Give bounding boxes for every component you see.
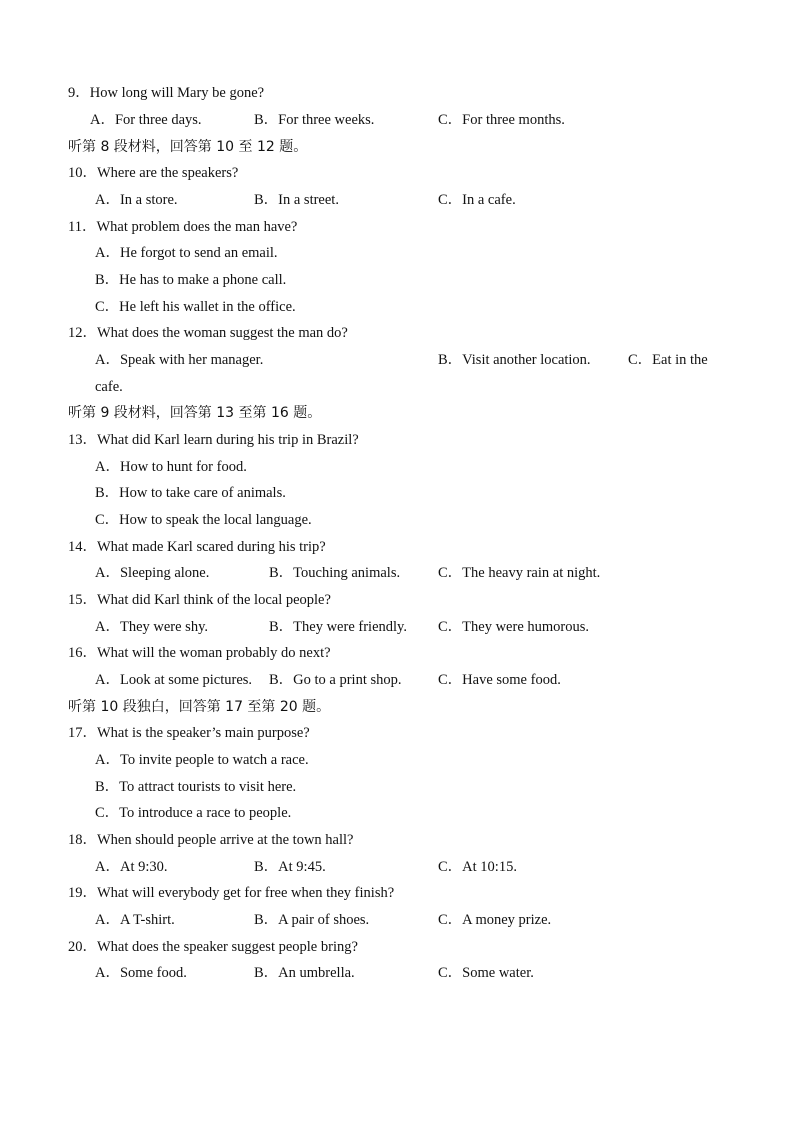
question-15-option-c: C．They were humorous. [438, 619, 590, 635]
question-12-option-a: A．Speak with her manager. [95, 352, 264, 368]
question-17-option-a: A．To invite people to watch a race. [95, 752, 309, 768]
question-16-option-a: A．Look at some pictures. [95, 672, 253, 688]
question-20-stem: 20．What does the speaker suggest people bring? [68, 939, 358, 955]
question-15-option-a: A．They were shy. [95, 619, 209, 635]
question-20-option-b: B．An umbrella. [254, 965, 355, 981]
question-17-option-b: B．To attract tourists to visit here. [95, 779, 297, 795]
question-11-option-c: C．He left his wallet in the office. [95, 299, 296, 315]
question-20-option-a: A．Some food. [95, 965, 187, 981]
question-20-option-c: C．Some water. [438, 965, 534, 981]
question-16-stem: 16．What will the woman probably do next? [68, 645, 331, 661]
question-14-option-c: C．The heavy rain at night. [438, 565, 601, 581]
section-heading-8: 听第 8 段材料，回答第 10 至 12 题。 [68, 139, 308, 155]
question-19-stem: 19．What will everybody get for free when they finish? [68, 885, 395, 901]
question-10-option-b: B．In a street. [254, 192, 339, 208]
question-13-option-a: A．How to hunt for food. [95, 459, 247, 475]
question-9-option-c: C．For three months. [438, 112, 565, 128]
question-19-option-a: A．A T-shirt. [95, 912, 175, 928]
question-10-option-c: C．In a cafe. [438, 192, 516, 208]
question-16-option-b: B．Go to a print shop. [269, 672, 402, 688]
question-11-stem: 11．What problem does the man have? [68, 219, 298, 235]
question-9-option-a: A．For three days. [90, 112, 202, 128]
question-13-option-b: B．How to take care of animals. [95, 485, 286, 501]
question-19-option-c: C．A money prize. [438, 912, 552, 928]
question-18-option-b: B．At 9:45. [254, 859, 326, 875]
question-16-option-c: C．Have some food. [438, 672, 561, 688]
question-18-stem: 18．When should people arrive at the town hall? [68, 832, 354, 848]
section-heading-9: 听第 9 段材料，回答第 13 至第 16 题。 [68, 405, 322, 421]
question-13-option-c: C．How to speak the local language. [95, 512, 312, 528]
question-11-option-b: B．He has to make a phone call. [95, 272, 287, 288]
question-14-stem: 14．What made Karl scared during his trip? [68, 539, 326, 555]
question-17-option-c: C．To introduce a race to people. [95, 805, 292, 821]
question-18-option-c: C．At 10:15. [438, 859, 517, 875]
question-13-stem: 13．What did Karl learn during his trip in Brazil? [68, 432, 359, 448]
question-9-option-b: B．For three weeks. [254, 112, 375, 128]
question-15-option-b: B．They were friendly. [269, 619, 407, 635]
section-heading-10: 听第 10 段独白，回答第 17 至第 20 题。 [68, 699, 331, 715]
question-12-option-c: C．Eat in the [628, 352, 708, 368]
question-10-option-a: A．In a store. [95, 192, 178, 208]
question-9-stem: 9．How long will Mary be gone? [68, 85, 265, 101]
question-19-option-b: B．A pair of shoes. [254, 912, 370, 928]
question-15-stem: 15．What did Karl think of the local people? [68, 592, 331, 608]
question-17-stem: 17．What is the speaker’s main purpose? [68, 725, 310, 741]
question-10-stem: 10．Where are the speakers? [68, 165, 239, 181]
question-14-option-a: A．Sleeping alone. [95, 565, 210, 581]
question-18-option-a: A．At 9:30. [95, 859, 168, 875]
question-12-stem: 12．What does the woman suggest the man do? [68, 325, 348, 341]
question-11-option-a: A．He forgot to send an email. [95, 245, 278, 261]
question-12-option-c-continued: cafe. [95, 379, 123, 395]
question-12-option-b: B．Visit another location. [438, 352, 591, 368]
question-14-option-b: B．Touching animals. [269, 565, 401, 581]
